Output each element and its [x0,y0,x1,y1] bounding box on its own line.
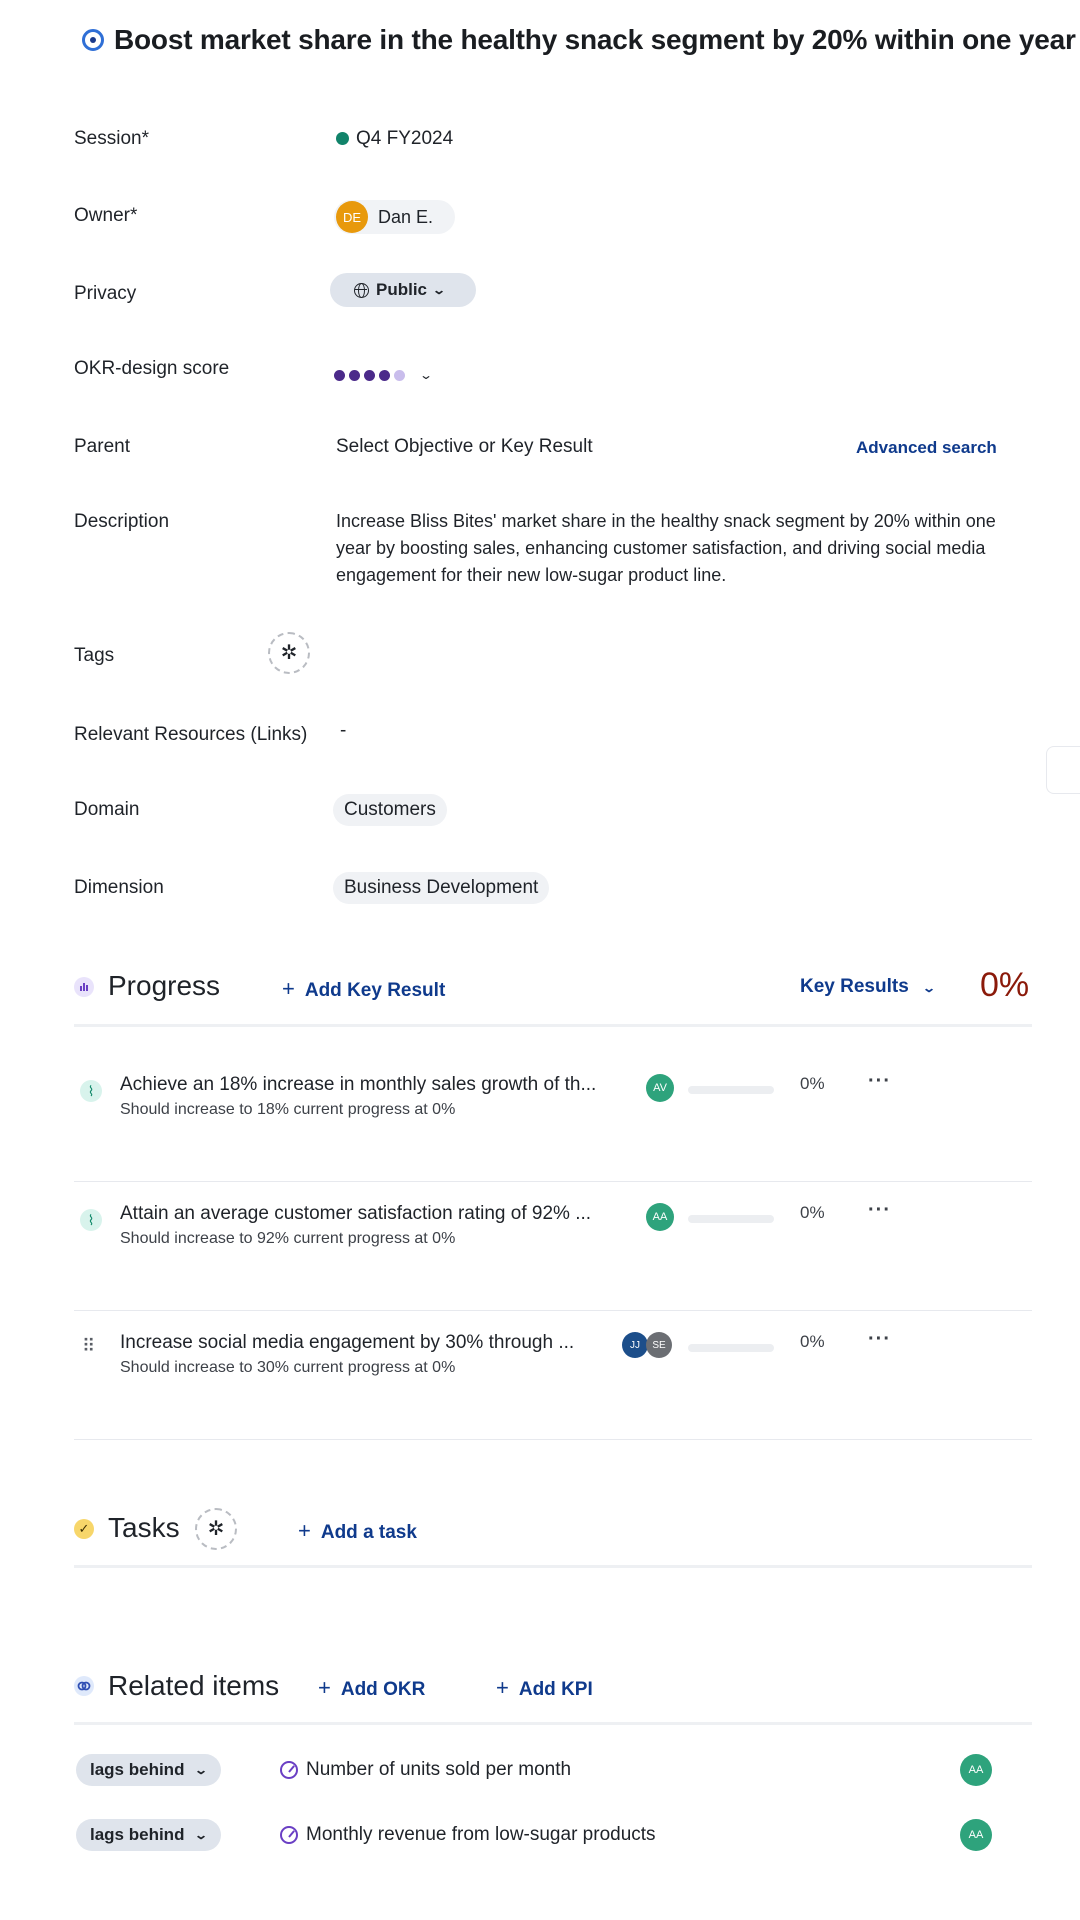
tasks-check-icon: ✓ [74,1519,94,1539]
owner-name: Dan E. [378,206,434,227]
session-field[interactable] [336,128,453,150]
domain-label: Domain [74,799,140,820]
plus-icon: + [282,976,295,1001]
owner-avatar: DE [336,201,368,233]
tags-label: Tags [74,645,115,666]
trend-icon: ⌇ [80,1209,102,1231]
avatar: AA [646,1203,674,1231]
okr-score-selector[interactable] [334,368,434,382]
add-okr-label: Add OKR [340,1679,426,1700]
dimension-chip[interactable]: Business Development [333,872,549,904]
add-okr-button[interactable] [318,1675,425,1701]
plus-icon: + [318,1675,331,1700]
objective-header [82,24,1076,56]
relation-dropdown[interactable] [76,1754,221,1786]
key-result-subtitle: Should increase to 92% current progress at 0% [120,1230,456,1247]
session-label: Session* [74,128,149,149]
key-result-title[interactable]: Achieve an 18% increase in monthly sales growth of th... [120,1074,597,1095]
add-tag-button[interactable] [268,632,310,674]
progress-title: Progress [108,970,221,1001]
trend-icon: ⌇ [80,1080,102,1102]
progress-divider [74,1024,1032,1027]
objective-icon [82,29,104,51]
description-label: Description [74,511,170,532]
description-text[interactable]: Increase Bliss Bites' market share in the healthy snack segment by 20% within one year by boosting sales, enhancing customer satisfaction, and driving social media engagement for their new low-sugar product line. [336,511,996,585]
chevron-down-icon: ⌄ [418,368,434,382]
advanced-search-link[interactable]: Advanced search [856,438,997,457]
session-status-dot [336,132,349,145]
side-panel-handle[interactable] [1046,746,1080,794]
okr-score-label: OKR-design score [74,358,230,379]
add-kpi-label: Add KPI [518,1679,593,1700]
privacy-label: Privacy [74,283,137,304]
more-options-icon[interactable]: ··· [868,1199,891,1221]
chevron-down-icon: ⌄ [194,1828,209,1842]
progress-chart-icon [74,977,94,997]
related-title: Related items [108,1670,280,1701]
score-dot-empty [394,370,405,381]
key-result-progress-bar [688,1086,774,1094]
objective-title[interactable]: Boost market share in the healthy snack segment by 20% within one year [114,24,1076,55]
score-dot [334,370,345,381]
row-divider [74,1181,1032,1182]
row-divider [74,1439,1032,1440]
key-result-title[interactable]: Increase social media engagement by 30% through ... [120,1332,575,1353]
key-result-subtitle: Should increase to 30% current progress at 0% [120,1359,456,1376]
plus-icon: + [298,1518,311,1543]
avatar: SE [646,1332,672,1358]
session-value: Q4 FY2024 [356,128,454,149]
avatar[interactable]: AA [960,1754,992,1786]
related-item-row[interactable] [76,1819,1032,1855]
link-icon [74,1676,94,1696]
key-result-percent: 0% [800,1074,825,1093]
related-item-title[interactable]: Monthly revenue from low-sugar products [306,1824,656,1845]
globe-icon [354,283,369,298]
relation-label: lags behind [90,1825,185,1844]
sparkle-icon: ✲ [280,642,298,664]
tasks-title: Tasks [108,1512,180,1543]
tasks-ai-button[interactable] [195,1508,237,1550]
add-kpi-button[interactable] [496,1675,593,1701]
chevron-down-icon: ⌄ [194,1763,209,1777]
key-result-percent: 0% [800,1203,825,1222]
key-result-subtitle: Should increase to 18% current progress at 0% [120,1101,456,1118]
chevron-down-icon: ⌄ [922,981,937,995]
add-key-result-button[interactable] [282,976,445,1002]
privacy-dropdown[interactable] [330,273,476,307]
avatar[interactable]: AA [960,1819,992,1851]
plus-icon: + [496,1675,509,1700]
add-key-result-label: Add Key Result [304,980,446,1001]
avatar: JJ [622,1332,648,1358]
score-dot [364,370,375,381]
key-result-assignees[interactable] [646,1074,674,1102]
key-result-assignees[interactable] [622,1332,672,1358]
domain-chip[interactable]: Customers [333,794,447,826]
avatar: AV [646,1074,674,1102]
key-results-view-label: Key Results [800,976,909,997]
related-item-row[interactable] [76,1754,1032,1790]
kpi-gauge-icon [280,1826,298,1844]
resources-value[interactable]: - [340,720,347,741]
more-options-icon[interactable]: ··· [868,1328,891,1350]
more-options-icon[interactable]: ··· [868,1070,891,1092]
key-result-title[interactable]: Attain an average customer satisfaction rating of 92% ... [120,1203,592,1224]
relation-label: lags behind [90,1760,185,1779]
tasks-divider [74,1565,1032,1568]
score-dot [349,370,360,381]
related-divider [74,1722,1032,1725]
privacy-value: Public [376,280,428,299]
chevron-down-icon: ⌄ [432,283,447,297]
overall-progress-percent: 0% [980,966,1030,1004]
add-task-label: Add a task [320,1522,417,1543]
owner-chip[interactable] [334,200,455,234]
resources-label: Relevant Resources (Links) [74,724,308,745]
sparkle-icon: ✲ [207,1518,225,1540]
key-results-view-dropdown[interactable] [800,976,937,998]
drag-handle-icon[interactable]: ⠿ [82,1336,94,1356]
key-result-percent: 0% [800,1332,825,1351]
row-divider [74,1310,1032,1311]
related-item-title[interactable]: Number of units sold per month [306,1759,572,1780]
add-task-button[interactable] [298,1518,417,1544]
key-result-assignees[interactable] [646,1203,674,1231]
key-result-progress-bar [688,1344,774,1352]
score-dot [379,370,390,381]
owner-label: Owner* [74,205,138,226]
parent-label: Parent [74,436,130,457]
key-result-progress-bar [688,1215,774,1223]
kpi-gauge-icon [280,1761,298,1779]
parent-select[interactable]: Select Objective or Key Result [336,436,593,457]
dimension-label: Dimension [74,877,164,898]
relation-dropdown[interactable] [76,1819,221,1851]
